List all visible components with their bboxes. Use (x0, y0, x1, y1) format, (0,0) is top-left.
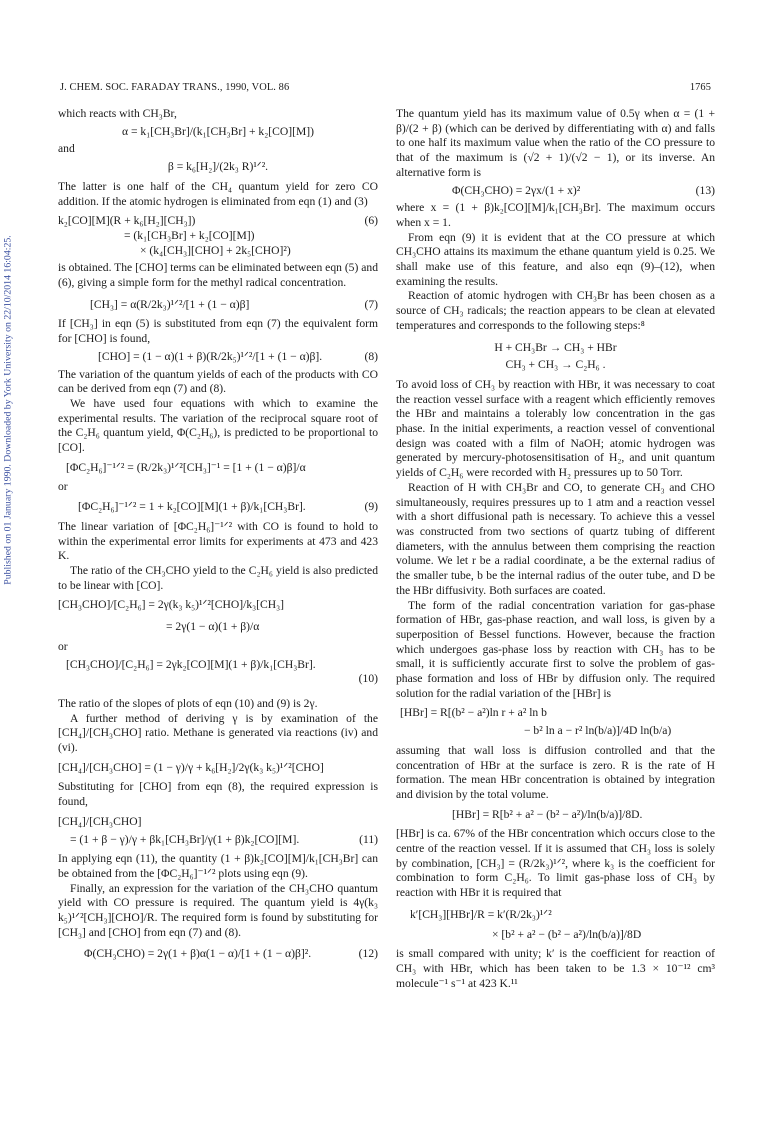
equation-7 (58, 298, 378, 313)
equation-number: (8) (364, 349, 378, 363)
paragraph: The form of the radial concentration variation for gas-phase formation of HBr, gas-phase reaction, and wall loss, is given by a superposition of Bessel functions. However, because the fraction which undergoes gas-phase loss by reaction with CH₃ has to be small, it is sufficiently accurate first to solve the problem of gas-phase formation and loss of HBr by diffusion only. The required solution for the radial variation of the [HBr] is (396, 598, 715, 700)
paragraph: The variation of the quantum yields of each of the products with CO can be derived from eqn (7) and (8). (58, 367, 378, 396)
equation-hbr: [HBr] = R[(b² − a²)ln r + a² ln b (400, 706, 547, 720)
paragraph: [HBr] is ca. 67% of the HBr concentration which occurs close to the centre of the reaction vessel. If it is assumed that CH₃ loss is solely by combination, [CH₃] = (R/2k₃)¹ᐟ², where k₃ is the coefficient for combination to form C₂H₆. To limit gas-phase loss of CH₃ by reaction with HBr it is required that (396, 827, 715, 900)
left-column (58, 107, 378, 962)
equation-9 (58, 500, 378, 515)
page-number: 1765 (689, 82, 711, 93)
paragraph: assuming that wall loss is diffusion controlled and that the concentration of HBr at the surface is zero. R is the rate of H formation. The mean HBr concentration is obtained by integration and division by the total volume. (396, 743, 715, 801)
equation-line: = (k₁[CH₃Br] + k₂[CO][M]) (124, 228, 255, 242)
equation-11-line: [CH₄]/[CH₃CHO] (58, 814, 142, 828)
paragraph: The linear variation of [ΦC₂H₆]⁻¹ᐟ² with CO is found to hold to within the experimental error limits for experiments at 473 and 423 K. (58, 519, 378, 563)
paragraph: We have used four equations with which to examine the experimental results. The variation of the reciprocal square root of the C₂H₆ quantum yield, Φ(C₂H₆), is predicted to be proportional to [CO]. (58, 396, 378, 455)
text-line: or (58, 480, 68, 494)
paragraph: Finally, an expression for the variation of the CH₃CHO quantum yield with CO pressure is required. The quantum yield is 4γ(k₃ k₅)¹ᐟ²[CH₃][CHO]/R. The required form is found by substituting for [CH₃] and [CHO] from eqn (7) and (8). (58, 881, 378, 939)
download-notice (2, 170, 14, 650)
journal-citation: J. CHEM. SOC. FARADAY TRANS., 1990, VOL. 86 (60, 82, 290, 93)
equation-term: Φ(CH₃CHO) = 2γ(1 + β)α(1 − α)/[1 + (1 − α)β]². (84, 947, 312, 961)
text-line: or (58, 639, 68, 653)
right-column (396, 107, 715, 991)
paragraph: The latter is one half of the CH₄ quantum yield for zero CO addition. If the atomic hydrogen is eliminated from eqn (1) and (3) (58, 179, 378, 208)
equation-term: [CHO] = (1 − α)(1 + β)(R/2k₅)¹ᐟ²/[1 + (1 − α)β]. (98, 349, 323, 363)
equation-10: [CH₃CHO]/[C₂H₆] = 2γk₂[CO][M](1 + β)/k₁[CH₃Br]. (66, 657, 316, 671)
paragraph: where x = (1 + β)k₂[CO][M]/k₁[CH₃Br]. The maximum occurs when x = 1. (396, 201, 715, 229)
paragraph: The ratio of the slopes of plots of eqn (10) and (9) is 2γ. (58, 696, 318, 710)
equation-limit-line: × [b² + a² − (b² − a²)/ln(b/a)]/8D (492, 927, 642, 941)
equation-ratio: [CH₃CHO]/[C₂H₆] = 2γ(k₃ k₅)¹ᐟ²[CHO]/k₃[CH₃] (58, 598, 285, 612)
equation-number: (10) (358, 672, 378, 686)
paragraph: To avoid loss of CH₃ by reaction with HBr, it was necessary to coat the reaction vessel surface with a reagent which efficiently removes the HBr and maintains a tolerably low concentration in the gas phase. In the initial experiments, a reaction vessel of conventional design was coated with a film of NaOH; atomic hydrogen was generated by mercury-photosensitisation of H₂, and unit quantum yields of C₂H₆ were recorded with H₂ pressures up to 50 Torr. (396, 377, 715, 480)
paragraph: Reaction of atomic hydrogen with CH₃Br has been chosen as a source of CH₃ radicals; the reaction appears to be clean at elevated temperatures and corresponds to the following steps:⁸ (396, 289, 715, 332)
equation-8 (58, 350, 378, 365)
equation-mean-hbr: [HBr] = R[b² + a² − (b² − a²)/ln(b/a)]/8D. (452, 807, 643, 821)
paragraph: is obtained. The [CHO] terms can be eliminated between eqn (5) and (6), giving a simple form for the methyl radical concentration. (58, 261, 378, 290)
equation-number: (6) (364, 214, 378, 228)
equation-term: Φ(CH₃CHO) = 2γx/(1 + x)² (452, 183, 581, 197)
reaction-equation: H + CH₃Br → CH₃ + HBr (494, 340, 617, 354)
paragraph: The ratio of the CH₃CHO yield to the C₂H₆ yield is also predicted to be linear with [CO]. (58, 563, 378, 592)
text-line: which reacts with CH₃Br, (58, 107, 177, 120)
equation-alpha: α = k₁[CH₃Br]/(k₁[CH₃Br] + k₂[CO][M]) (122, 124, 314, 138)
paragraph: In applying eqn (11), the quantity (1 + β)k₂[CO][M]/k₁[CH₃Br] can be obtained from the [ΦC₂H₆]⁻¹ᐟ² plots using eqn (9). (58, 852, 378, 880)
equation-hbr-line: − b² ln a − r² ln(b/a)]/4D ln(b/a) (524, 724, 672, 738)
equation-6 (58, 214, 378, 258)
equation-limit: k′[CH₃][HBr]/R = k′(R/2k₃)¹ᐟ² (410, 907, 552, 921)
equation-ratio-line: = 2γ(1 − α)(1 + β)/α (166, 620, 260, 634)
equation-beta: β = k₆[H₂]/(2k₃ R)¹ᐟ². (167, 160, 269, 174)
equation-term: [CH₃] = α(R/2k₃)¹ᐟ²/[1 + (1 − α)β] (90, 297, 250, 311)
equation-13 (396, 184, 715, 199)
paragraph: Substituting for [CHO] from eqn (8), the required expression is found, (58, 780, 378, 809)
equation-number: (9) (364, 500, 378, 514)
download-notice-text: Published on 01 January 1990. Downloaded by York University on 22/10/2014 16:04:25. (2, 235, 14, 585)
equation-number: (7) (364, 297, 378, 311)
paragraph: If [CH₃] in eqn (5) is substituted from eqn (7) the equivalent form for [CHO] is found, (58, 317, 378, 346)
paragraph: A further method of deriving γ is by examination of the [CH₄]/[CH₃CHO] ratio. Methane is generated via reactions (iv) and (vi). (58, 711, 378, 755)
equation-term: × (k₄[CH₃][CHO] + 2k₅[CHO]²) (140, 243, 291, 257)
equation-term: [ΦC₂H₆]⁻¹ᐟ² = 1 + k₂[CO][M](1 + β)/k₁[CH₃Br]. (78, 500, 306, 514)
equation-number: (12) (358, 947, 378, 961)
paragraph: The quantum yield has its maximum value of 0.5γ when α = (1 + β)/(2 + β) (which can be derived by differentiating with α) and falls to one half its maximum value when the ratio of the CO pressure to that of the maximum is (√2 + 1)/(√2 − 1), or its inverse. An alternative form is (396, 107, 715, 179)
running-header (60, 82, 711, 98)
equation-line: k₂[CO][M](R + k₆[H₂][CH₃]) (58, 214, 196, 228)
equation-term: = (1 + β − γ)/γ + βk₁[CH₃Br]/γ(1 + β)k₂[CO][M]. (70, 832, 300, 846)
paragraph: Reaction of H with CH₃Br and CO, to generate CH₃ and CHO simultaneously, requires pressures up to 1 atm and a reaction vessel with a short diffusional path is necessary. To achieve this a vessel was constructed from two sections of quartz tubing of different diameters, with the annulus between them comprising the reaction volume. We let r be a radial coordinate, a be the external radius of the smaller tube, b be the internal radius of the outer tube, and D be the HBr diffusivity. Both surfaces are coated. (396, 480, 715, 597)
equation-12 (58, 947, 378, 962)
equation-11 (58, 833, 378, 848)
text-line: and (58, 142, 75, 156)
paragraph: From eqn (9) it is evident that at the CO pressure at which CH₃CHO attains its maximum the ethane quantum yield is 0.25. We shall make use of this feature, and also eqn (9)–(12), when examining the results. (396, 230, 715, 288)
equation-number: (11) (359, 832, 378, 846)
equation-reciprocal: [ΦC₂H₆]⁻¹ᐟ² = (R/2k₃)¹ᐟ²[CH₃]⁻¹ = [1 + (1 − α)β]/α (66, 460, 306, 474)
equation-methane: [CH₄]/[CH₃CHO] = (1 − γ)/γ + k₆[H₂]/2γ(k₃ k₅)¹ᐟ²[CHO] (58, 760, 324, 774)
paragraph: is small compared with unity; k′ is the coefficient for reaction of CH₃ with HBr, which has been taken to be 1.3 × 10⁻¹² cm³ molecule⁻¹ s⁻¹ at 423 K.¹¹ (396, 947, 715, 990)
reaction-equation: CH₃ + CH₃ → C₂H₆ . (505, 358, 606, 372)
equation-number: (13) (695, 183, 715, 197)
